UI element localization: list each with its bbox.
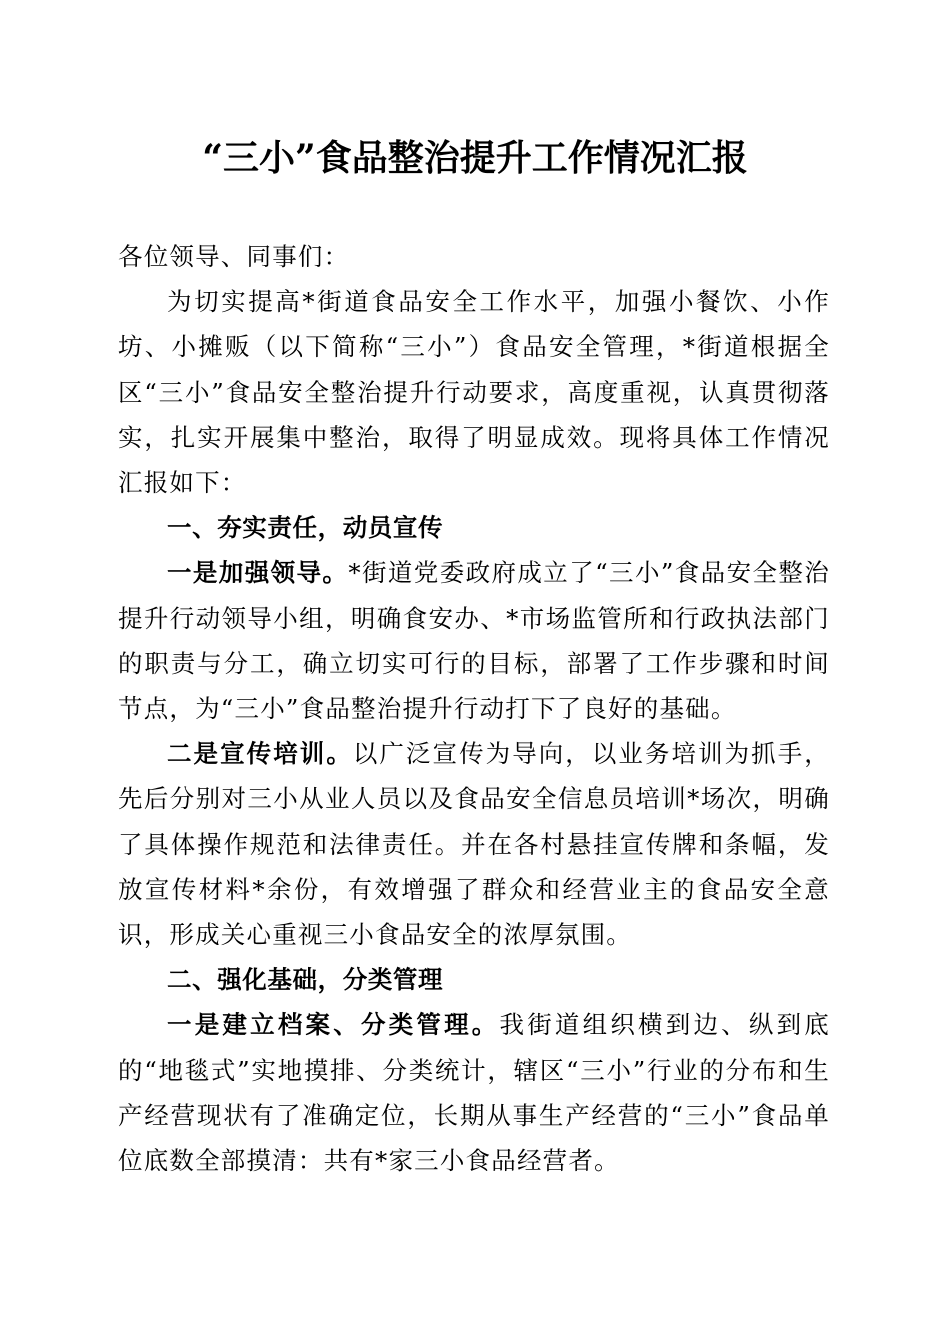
section-2-heading: 二、强化基础，分类管理 — [167, 965, 444, 995]
greeting: 各位领导、同事们： — [118, 242, 350, 271]
section-1-item-1 — [118, 550, 830, 731]
section-2-item-1 — [118, 1002, 830, 1183]
section-2-item-1-lead: 一是建立档案、分类管理。 — [167, 1010, 500, 1040]
section-1-item-2 — [118, 731, 830, 957]
section-1-item-2-text: 以广泛宣传为导向，以业务培训为抓手，先后分别对三小从业人员以及食品安全信息员培训*场次，明确了具体操作规范和法律责任。并在各村悬挂宣传牌和条幅，发放宣传材料*余份，有效增强了群众和经营业主的食品安全意识，形成关心重视三小食品安全的浓厚氛围。 — [118, 739, 830, 950]
section-1-item-1-text: *街道党委政府成立了“三小”食品安全整治提升行动领导小组，明确食安办、*市场监管所和行政执法部门的职责与分工，确立切实可行的目标，部署了工作步骤和时间节点，为“三小”食品整治提升行动打下了良好的基础。 — [118, 558, 830, 724]
section-1-heading: 一、夯实责任，动员宣传 — [167, 513, 444, 543]
section-2-item-1-text: 我街道组织横到边、纵到底的“地毯式”实地摸排、分类统计，辖区“三小”行业的分布和生产经营现状有了准确定位，长期从事生产经营的“三小”食品单位底数全部摸清：共有*家三小食品经营者。 — [118, 1010, 830, 1176]
section-1-item-1-lead: 一是加强领导。 — [167, 558, 349, 588]
document-title: “三小”食品整治提升工作情况汇报 — [202, 137, 748, 179]
intro-paragraph: 为切实提高*街道食品安全工作水平，加强小餐饮、小作坊、小摊贩（以下简称“三小”）食品安全管理，*街道根据全区“三小”食品安全整治提升行动要求，高度重视，认真贯彻落实，扎实开展集中整治，取得了明显成效。现将具体工作情况汇报如下： — [118, 287, 830, 498]
section-1-item-2-lead: 二是宣传培训。 — [167, 739, 353, 769]
document-body — [118, 234, 830, 1183]
